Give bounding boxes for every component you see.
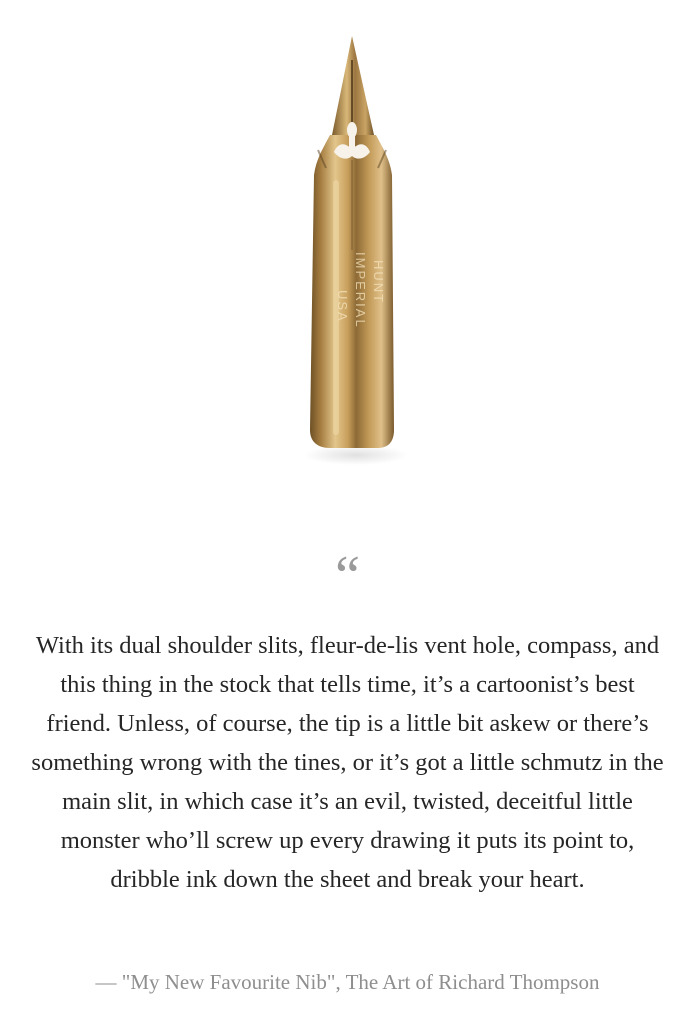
- quote-attribution: — "My New Favourite Nib", The Art of Richard Thompson: [95, 970, 600, 994]
- quote-text: With its dual shoulder slits, fleur-de-lis vent hole, compass, and this thing in the stock that tells time, it’s a cartoonist’s best friend. Unless, of course, the tip is a little bit askew or there’s something wrong with the tines, or it’s got a little schmutz in the main slit, in which case it’s an evil, twisted, deceitful little monster who’ll screw up every drawing it puts its point to, dribble ink down the sheet and break your heart.: [31, 632, 664, 893]
- quote-mark-icon: “: [335, 545, 360, 607]
- nib-tip: [332, 36, 374, 135]
- svg-text:IMPERIAL: IMPERIAL: [353, 252, 368, 329]
- svg-text:USA: USA: [335, 290, 350, 323]
- svg-text:HUNT: HUNT: [371, 260, 386, 305]
